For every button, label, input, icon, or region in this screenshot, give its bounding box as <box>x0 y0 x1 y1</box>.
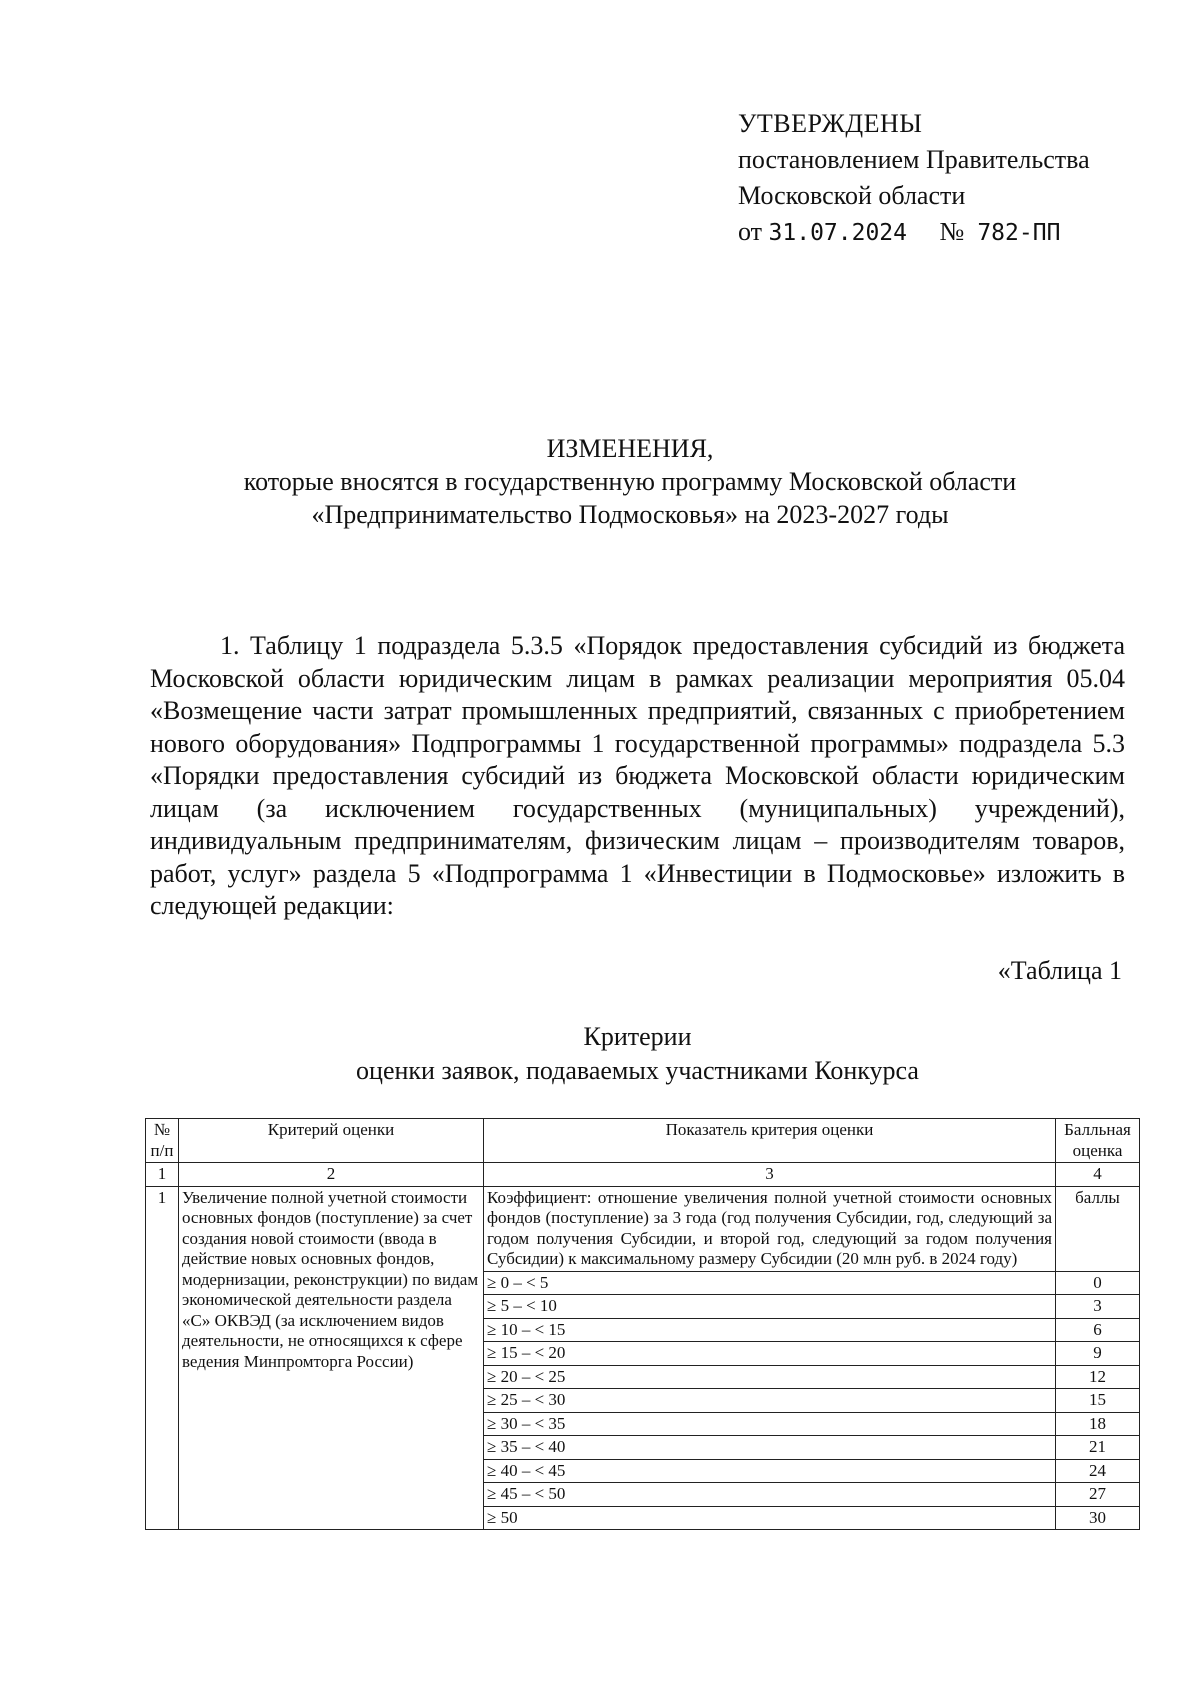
criteria-title: Критерии <box>583 1022 692 1051</box>
criteria-table <box>145 1118 1140 1530</box>
score-cell: 21 <box>1056 1436 1140 1460</box>
number-prefix: № <box>939 217 965 246</box>
range-cell: ≥ 45 – < 50 <box>484 1483 1056 1507</box>
header-score: Балльная оценка <box>1056 1119 1140 1163</box>
body-text <box>150 630 1125 923</box>
criteria-subtitle: оценки заявок, подаваемых участниками Конкурса <box>356 1056 919 1085</box>
col-number: 3 <box>484 1163 1056 1187</box>
document-title <box>150 432 1110 531</box>
score-cell: 3 <box>1056 1295 1140 1319</box>
approval-block <box>738 106 1090 251</box>
range-cell: ≥ 0 – < 5 <box>484 1271 1056 1295</box>
table-row <box>146 1186 1140 1271</box>
score-cell: 6 <box>1056 1318 1140 1342</box>
approval-line-1: постановлением Правительства <box>738 145 1090 174</box>
range-cell: ≥ 50 <box>484 1506 1056 1530</box>
col-number: 1 <box>146 1163 179 1187</box>
approval-heading: УТВЕРЖДЕНЫ <box>738 109 923 138</box>
approval-number: 782-ПП <box>977 220 1061 246</box>
approval-date: 31.07.2024 <box>768 220 908 246</box>
score-cell: 15 <box>1056 1389 1140 1413</box>
header-criterion: Критерий оценки <box>179 1119 484 1163</box>
title-line-1: которые вносятся в государственную программу Московской области <box>243 467 1017 496</box>
range-cell: ≥ 15 – < 20 <box>484 1342 1056 1366</box>
criteria-title-block <box>150 1020 1125 1088</box>
score-cell: 9 <box>1056 1342 1140 1366</box>
range-cell: ≥ 40 – < 45 <box>484 1459 1056 1483</box>
header-indicator: Показатель критерия оценки <box>484 1119 1056 1163</box>
score-cell: 12 <box>1056 1365 1140 1389</box>
col-number: 2 <box>179 1163 484 1187</box>
approval-date-row <box>738 214 1090 251</box>
column-number-row <box>146 1163 1140 1187</box>
col-number: 4 <box>1056 1163 1140 1187</box>
date-prefix: от <box>738 217 763 246</box>
table-label: «Таблица 1 <box>997 956 1122 985</box>
score-cell: 0 <box>1056 1271 1140 1295</box>
range-cell: ≥ 10 – < 15 <box>484 1318 1056 1342</box>
range-cell: ≥ 30 – < 35 <box>484 1412 1056 1436</box>
score-cell: 27 <box>1056 1483 1140 1507</box>
score-cell: 24 <box>1056 1459 1140 1483</box>
table-header-row <box>146 1119 1140 1163</box>
row-num: 1 <box>146 1186 179 1530</box>
range-cell: ≥ 35 – < 40 <box>484 1436 1056 1460</box>
score-cell: 30 <box>1056 1506 1140 1530</box>
row-indicator: Коэффициент: отношение увеличения полной учетной стоимости основных фондов (поступление) за 3 года (год получения Субсидии, год, следующий за годом получения Субсидии, и второй год, следующий за годом получения Субсидии) к максимальному размеру Субсидии (20 млн руб. в 2024 году) <box>484 1186 1056 1271</box>
title-line-2: «Предпринимательство Подмосковья» на 2023-2027 годы <box>311 500 949 529</box>
range-cell: ≥ 5 – < 10 <box>484 1295 1056 1319</box>
header-num: № п/п <box>146 1119 179 1163</box>
row-score-unit: баллы <box>1056 1186 1140 1271</box>
title-heading: ИЗМЕНЕНИЯ, <box>546 434 714 463</box>
score-cell: 18 <box>1056 1412 1140 1436</box>
paragraph-1: 1. Таблицу 1 подраздела 5.3.5 «Порядок предоставления субсидий из бюджета Московской области юридическим лицам в рамках реализации мероприятия 05.04 «Возмещение части затрат промышленных предприятий, связанных с приобретением нового оборудования» Подпрограммы 1 государственной программы» подраздела 5.3 «Порядки предоставления субсидий из бюджета Московской области юридическим лицам (за исключением государственных (муниципальных) учреждений), индивидуальным предпринимателям, физическим лицам – производителям товаров, работ, услуг» раздела 5 «Подпрограмма 1 «Инвестиции в Подмосковье» изложить в следующей редакции: <box>150 631 1125 920</box>
row-criterion: Увеличение полной учетной стоимости основных фондов (поступление) за счет создания новой стоимости (ввода в действие новых основных фондов, модернизации, реконструкции) по видам экономической деятельности раздела «С» ОКВЭД (за исключением видов деятельности, не относящихся к сфере ведения Минпромторга России) <box>179 1186 484 1530</box>
range-cell: ≥ 25 – < 30 <box>484 1389 1056 1413</box>
range-cell: ≥ 20 – < 25 <box>484 1365 1056 1389</box>
approval-line-2: Московской области <box>738 181 966 210</box>
